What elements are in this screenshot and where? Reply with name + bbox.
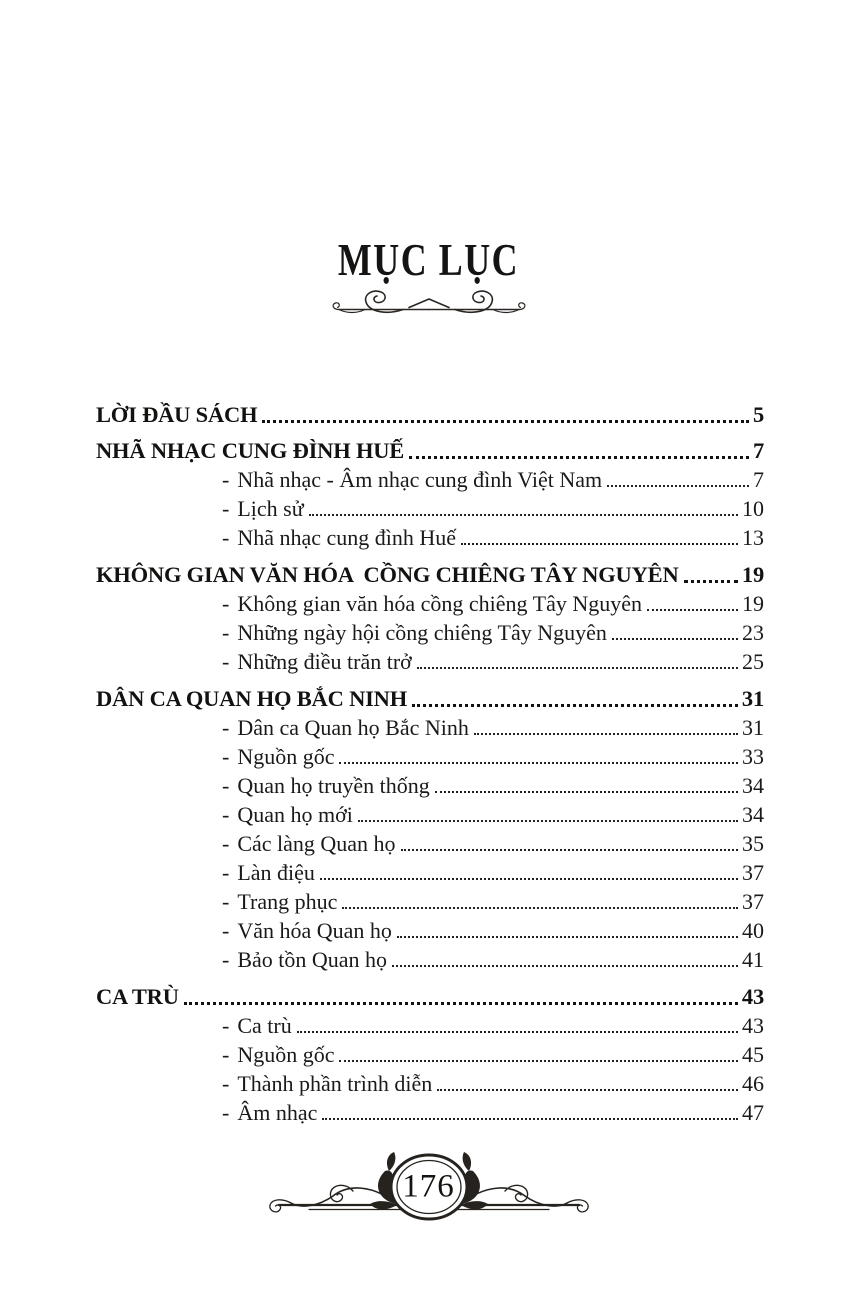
toc-entry-text: Làn điệu: [237, 860, 315, 885]
toc-entry: [96, 982, 764, 1011]
toc-entry-page: 19: [741, 562, 764, 587]
title-block: [0, 0, 857, 316]
toc-entry-bullet: -: [222, 591, 230, 616]
toc-entry: [96, 742, 764, 771]
toc-entry-page: 10: [742, 496, 764, 521]
toc-entry-page: 25: [742, 649, 764, 674]
table-of-contents: [0, 400, 857, 1127]
toc-entry-text: Không gian văn hóa cồng chiêng Tây Nguyên: [237, 591, 642, 616]
toc-entry-page: 31: [741, 686, 764, 711]
toc-entry-text: Lịch sử: [237, 496, 304, 521]
toc-entry: [96, 589, 764, 618]
toc-entry-bullet: -: [222, 889, 230, 914]
toc-entry: [96, 436, 764, 465]
dot-leader: [358, 820, 738, 822]
toc-entry-text: Ca trù: [237, 1013, 292, 1038]
toc-entry-bullet: -: [222, 1013, 230, 1038]
toc-entry-page: 7: [752, 438, 764, 463]
toc-entry-label: [96, 618, 607, 647]
toc-entry-text: Văn hóa Quan họ: [237, 918, 392, 943]
toc-entry: [96, 560, 764, 589]
toc-entry-bullet: -: [222, 744, 230, 769]
dot-leader: [607, 485, 749, 487]
toc-entry-text: Bảo tồn Quan họ: [237, 947, 388, 972]
toc-entry-text: DÂN CA QUAN HỌ BẮC NINH: [96, 686, 408, 711]
toc-entry-bullet: -: [222, 649, 230, 674]
toc-entry-label: [96, 1011, 292, 1040]
toc-entry-label: [96, 982, 179, 1011]
toc-entry: [96, 618, 764, 647]
dot-leader: [461, 543, 738, 545]
toc-entry-label: [96, 560, 679, 589]
toc-entry-bullet: -: [222, 525, 230, 550]
toc-entry-label: [96, 1098, 317, 1127]
toc-entry-text: Nguồn gốc: [237, 1042, 335, 1067]
dot-leader: [437, 1089, 738, 1091]
toc-entry-page: 40: [742, 918, 764, 943]
toc-entry-label: [96, 1069, 432, 1098]
toc-entry-bullet: -: [222, 715, 230, 740]
toc-entry-text: Nhã nhạc - Âm nhạc cung đình Việt Nam: [237, 467, 603, 492]
dot-leader: [184, 1002, 738, 1005]
toc-entry: [96, 523, 764, 552]
toc-entry: [96, 1011, 764, 1040]
toc-entry: [96, 800, 764, 829]
toc-entry-text: Âm nhạc: [237, 1100, 318, 1125]
toc-entry-page: 31: [742, 715, 764, 740]
dot-leader: [322, 1118, 738, 1120]
toc-entry-label: [96, 684, 407, 713]
dot-leader: [339, 1060, 738, 1062]
toc-entry: [96, 945, 764, 974]
dot-leader: [474, 733, 738, 735]
toc-entry-label: [96, 858, 315, 887]
toc-entry-bullet: -: [222, 1071, 230, 1096]
toc-entry-bullet: -: [222, 802, 230, 827]
toc-entry-label: [96, 436, 404, 465]
dot-leader: [320, 878, 738, 880]
toc-entry-page: 19: [742, 591, 764, 616]
page-number: 176: [402, 1168, 455, 1205]
dot-leader: [412, 704, 738, 707]
toc-entry: [96, 684, 764, 713]
toc-entry-label: [96, 771, 430, 800]
toc-entry-text: Những điều trăn trở: [237, 649, 412, 674]
toc-entry: [96, 647, 764, 676]
toc-entry-label: [96, 494, 304, 523]
toc-entry-label: [96, 916, 392, 945]
toc-entry: [96, 1098, 764, 1127]
dot-leader: [262, 420, 749, 423]
toc-entry-label: [96, 400, 257, 429]
toc-entry-text: LỜI ĐẦU SÁCH: [96, 402, 258, 427]
toc-entry-page: 5: [752, 402, 764, 427]
toc-entry-text: Quan họ mới: [237, 802, 353, 827]
toc-entry-bullet: -: [222, 831, 230, 856]
toc-entry-page: 35: [742, 831, 764, 856]
toc-entry-label: [96, 800, 353, 829]
page-title: MỤC LỤC: [337, 234, 520, 285]
toc-entry-bullet: -: [222, 773, 230, 798]
toc-entry-label: [96, 829, 396, 858]
toc-entry-label: [96, 465, 602, 494]
toc-entry-bullet: -: [222, 860, 230, 885]
toc-entry-label: [96, 887, 337, 916]
toc-entry-page: 7: [753, 467, 764, 492]
toc-entry: [96, 713, 764, 742]
toc-entry: [96, 1069, 764, 1098]
dot-leader: [392, 965, 738, 967]
page-footer: [249, 1141, 609, 1245]
toc-entry: [96, 829, 764, 858]
toc-entry-bullet: -: [222, 947, 230, 972]
toc-entry-text: CA TRÙ: [96, 984, 179, 1009]
toc-entry-page: 34: [742, 773, 764, 798]
toc-entry-bullet: -: [222, 918, 230, 943]
toc-entry: [96, 400, 764, 429]
toc-entry-page: 37: [742, 860, 764, 885]
toc-entry-page: 43: [742, 1013, 764, 1038]
toc-entry-bullet: -: [222, 496, 230, 521]
toc-entry-text: Thành phần trình diễn: [237, 1071, 433, 1096]
toc-entry-text: Những ngày hội cồng chiêng Tây Nguyên: [237, 620, 607, 645]
dot-leader: [647, 609, 738, 611]
toc-entry-text: Nhã nhạc cung đình Huế: [237, 525, 457, 550]
dot-leader: [342, 907, 738, 909]
toc-entry: [96, 916, 764, 945]
toc-entry: [96, 858, 764, 887]
toc-entry-bullet: -: [222, 1100, 230, 1125]
toc-entry-page: 46: [742, 1071, 764, 1096]
toc-entry-label: [96, 1040, 334, 1069]
toc-entry-page: 41: [742, 947, 764, 972]
dot-leader: [397, 936, 738, 938]
toc-entry-label: [96, 589, 642, 618]
dot-leader: [417, 667, 738, 669]
toc-entry-label: [96, 742, 334, 771]
dot-leader: [409, 456, 749, 459]
toc-entry-text: NHÃ NHẠC CUNG ĐÌNH HUẾ: [96, 438, 405, 463]
toc-entry: [96, 465, 764, 494]
toc-entry-bullet: -: [222, 1042, 230, 1067]
toc-entry-label: [96, 945, 387, 974]
dot-leader: [309, 514, 738, 516]
toc-entry-text: Dân ca Quan họ Bắc Ninh: [237, 715, 469, 740]
toc-entry-page: 43: [741, 984, 764, 1009]
toc-entry-text: Quan họ truyền thống: [237, 773, 430, 798]
toc-entry-page: 45: [742, 1042, 764, 1067]
toc-entry-page: 23: [742, 620, 764, 645]
toc-entry-page: 34: [742, 802, 764, 827]
dot-leader: [612, 638, 738, 640]
toc-entry: [96, 887, 764, 916]
toc-entry-text: Trang phục: [237, 889, 338, 914]
dot-leader: [297, 1031, 738, 1033]
dot-leader: [339, 762, 738, 764]
toc-entry-page: 47: [742, 1100, 764, 1125]
toc-entry-text: Các làng Quan họ: [237, 831, 396, 856]
toc-entry-bullet: -: [222, 467, 230, 492]
toc-entry: [96, 1040, 764, 1069]
toc-entry-text: KHÔNG GIAN VĂN HÓA CỒNG CHIÊNG TÂY NGUYÊN: [96, 562, 679, 587]
toc-entry-text: Nguồn gốc: [237, 744, 335, 769]
toc-entry-label: [96, 647, 412, 676]
toc-entry-label: [96, 713, 469, 742]
toc-entry: [96, 494, 764, 523]
title-flourish-ornament: [0, 288, 857, 316]
toc-entry-page: 37: [742, 889, 764, 914]
toc-entry-label: [96, 523, 456, 552]
dot-leader: [684, 580, 738, 583]
toc-entry-page: 33: [742, 744, 764, 769]
toc-entry-bullet: -: [222, 620, 230, 645]
dot-leader: [435, 791, 738, 793]
dot-leader: [401, 849, 738, 851]
toc-entry: [96, 771, 764, 800]
toc-entry-page: 13: [742, 525, 764, 550]
